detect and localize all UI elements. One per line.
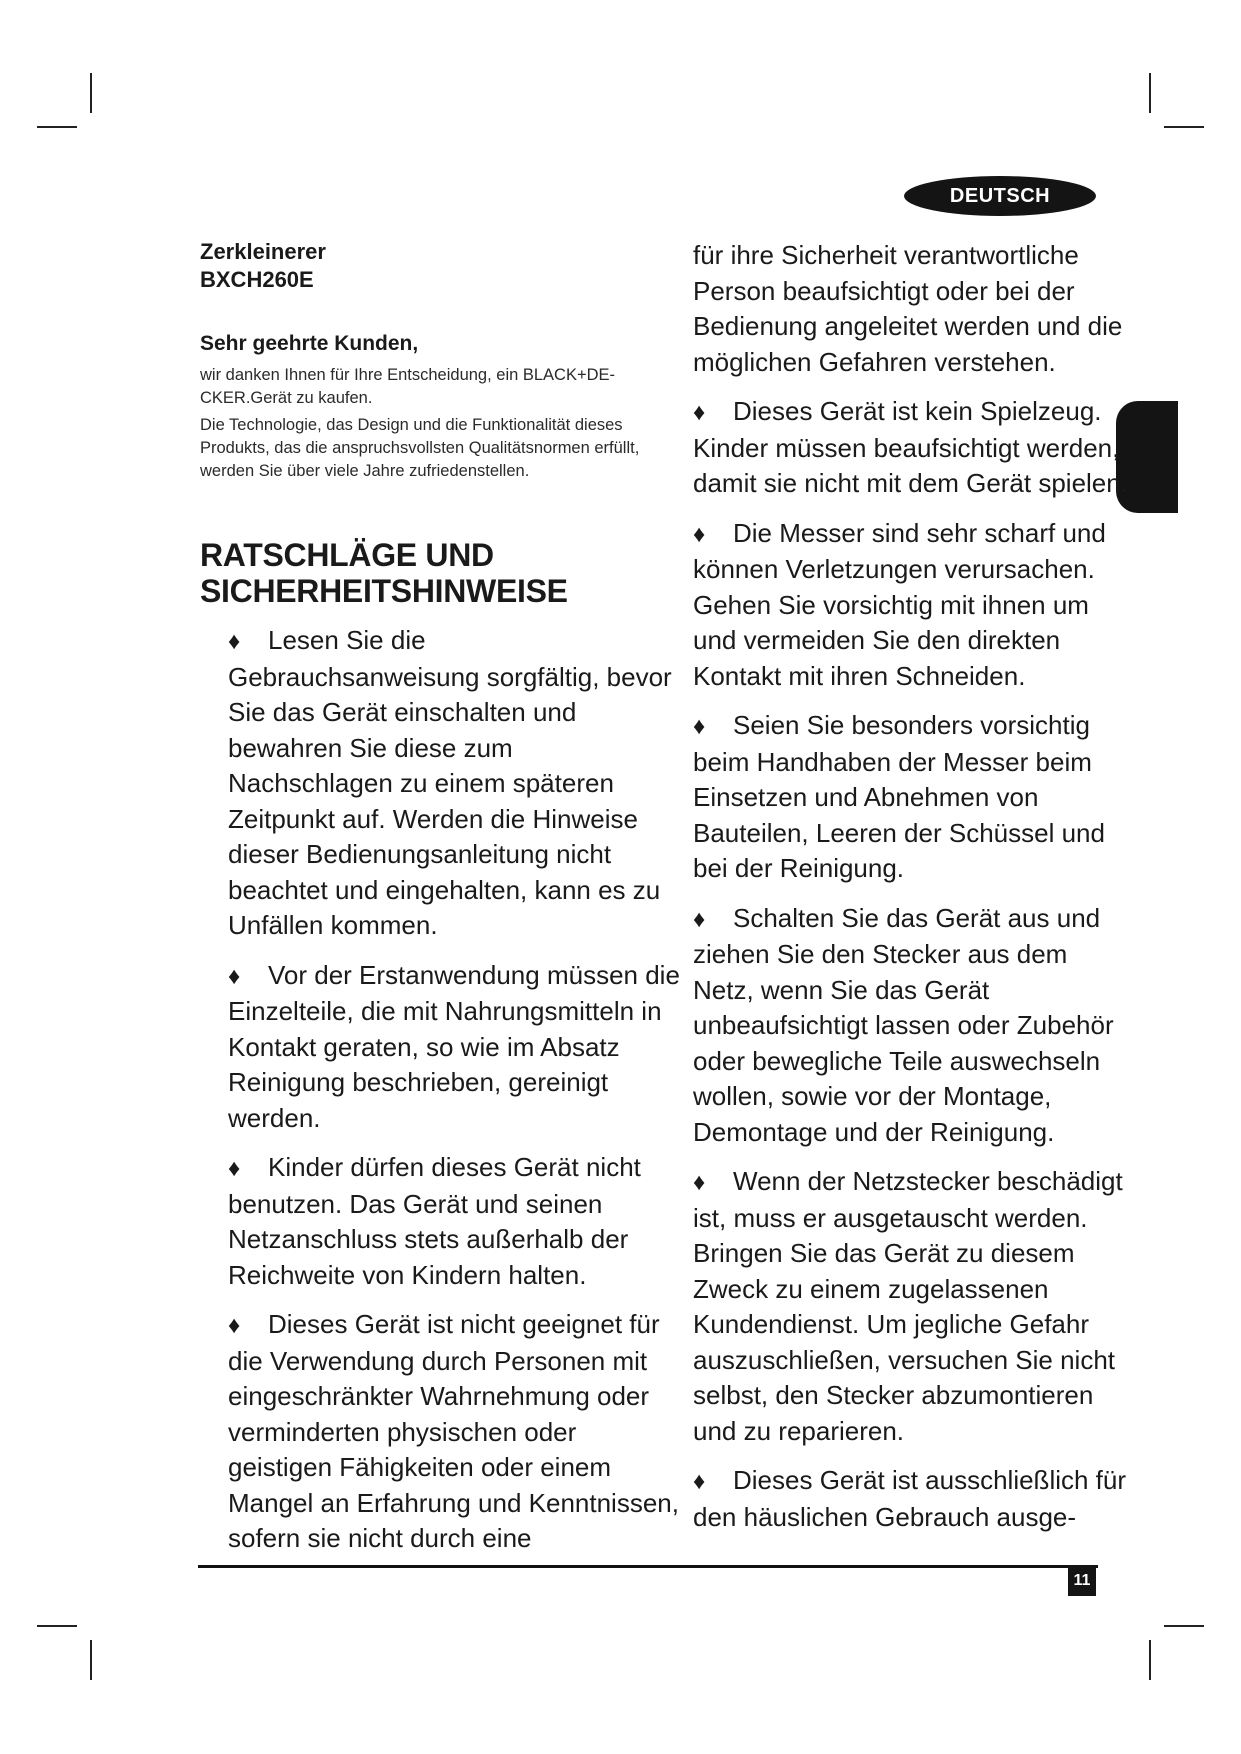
greeting: Sehr geehrte Kunden, [200,332,419,355]
intro-paragraph: Die Technologie, das Design und die Funktionalität dieses Produkts, das die anspruchsvollsten Qualitätsnormen erfüllt, werden Sie über viele Jahre zufriedenstellen. [200,416,640,480]
crop-mark [1149,73,1151,113]
crop-mark [1149,1640,1151,1680]
crop-mark [1164,1625,1204,1627]
safety-item [693,901,1133,1151]
safety-item [693,1164,1133,1449]
diamond-bullet-icon: ♦ [228,628,241,655]
diamond-bullet-icon: ♦ [693,1169,706,1196]
product-model: BXCH260E [200,267,314,292]
safety-item-text: Schalten Sie das Gerät aus und ziehen Sie den Stecker aus dem Netz, wenn Sie das Gerät unbeaufsichtigt lassen oder Zubehör oder bewegliche Teile auswechseln wollen, sowie vor der Montage, Demontage und der Reinigung. [693,902,1114,1147]
crop-mark [90,73,92,113]
section-title: RATSCHLÄGE UND SICHERHEITSHINWEISE [200,537,568,609]
crop-mark [37,1625,77,1627]
intro-paragraph: wir danken Ihnen für Ihre Entscheidung, ein BLACK+DE-CKER.Gerät zu kaufen. [200,366,616,407]
page-number: 11 [1068,1565,1096,1596]
left-column [200,238,680,1571]
safety-item [693,1463,1133,1535]
diamond-bullet-icon: ♦ [693,905,706,933]
safety-item [200,1307,680,1557]
safety-item [693,708,1133,887]
diamond-bullet-icon: ♦ [228,1312,241,1339]
language-badge: DEUTSCH [904,176,1096,216]
safety-item-continuation: für ihre Sicherheit verantwortliche Person beaufsichtigt oder bei der Bedienung angeleitet werden und die möglichen Gefahren verstehen. [693,240,1123,377]
diamond-bullet-icon: ♦ [228,962,241,990]
diamond-bullet-icon: ♦ [693,520,706,548]
right-column [693,238,1133,1549]
diamond-bullet-icon: ♦ [693,713,706,740]
safety-item [200,623,680,944]
safety-item-text: Lesen Sie die Gebrauchsanweisung sorgfältig, bevor Sie das Gerät einschalten und bewahren Sie diese zum Nachschlagen zu einem späteren Zeitpunkt auf. Werden die Hinweise dieser Bedienungsanleitung nicht beachtet und eingehalten, kann es zu Unfällen kommen. [228,625,672,940]
product-name: Zerkleinerer [200,239,326,264]
diamond-bullet-icon: ♦ [228,1155,241,1182]
crop-mark [1164,126,1204,128]
crop-mark [37,126,77,128]
diamond-bullet-icon: ♦ [693,1468,706,1495]
safety-item-text: Die Messer sind sehr scharf und können Verletzungen verursachen. Gehen Sie vorsichtig mit ihnen um und vermeiden Sie den direkten Kontakt mit ihren Schneiden. [693,517,1106,691]
safety-item-text: Kinder dürfen dieses Gerät nicht benutzen. Das Gerät und seinen Netzanschluss stets außerhalb der Reichweite von Kindern halten. [228,1152,641,1290]
safety-item-text: Wenn der Netzstecker beschädigt ist, muss er ausgetauscht werden. Bringen Sie das Gerät zu diesem Zweck zu einem zugelassenen Kundendienst. Um jegliche Gefahr auszuschließen, versuchen Sie nicht selbst, den Stecker abzumontieren und zu reparieren. [693,1166,1123,1446]
crop-mark [90,1640,92,1680]
safety-item-text: Seien Sie besonders vorsichtig beim Handhaben der Messer beim Einsetzen und Abnehmen von Bauteilen, Leeren der Schüssel und bei der Reinigung. [693,710,1105,883]
safety-item-text: Dieses Gerät ist nicht geeignet für die Verwendung durch Personen mit eingeschränkter Wahrnehmung oder verminderten physischen oder geistigen Fähigkeiten oder einem Mangel an Erfahrung und Kenntnissen, sofern sie nicht durch eine [228,1309,679,1553]
safety-item [693,394,1133,502]
safety-item [200,1150,680,1293]
safety-item [693,516,1133,695]
safety-item-text: Dieses Gerät ist kein Spielzeug. Kinder müssen beaufsichtigt werden, damit sie nicht mit dem Gerät spielen. [693,396,1128,498]
footer-divider [198,1565,1098,1568]
safety-item-text: Vor der Erstanwendung müssen die Einzelteile, die mit Nahrungsmitteln in Kontakt geraten, so wie im Absatz Reinigung beschrieben, gereinigt werden. [228,959,680,1133]
safety-item-text: Dieses Gerät ist ausschließlich für den häuslichen Gebrauch ausge- [693,1465,1127,1532]
diamond-bullet-icon: ♦ [693,399,706,426]
safety-item [200,958,680,1137]
